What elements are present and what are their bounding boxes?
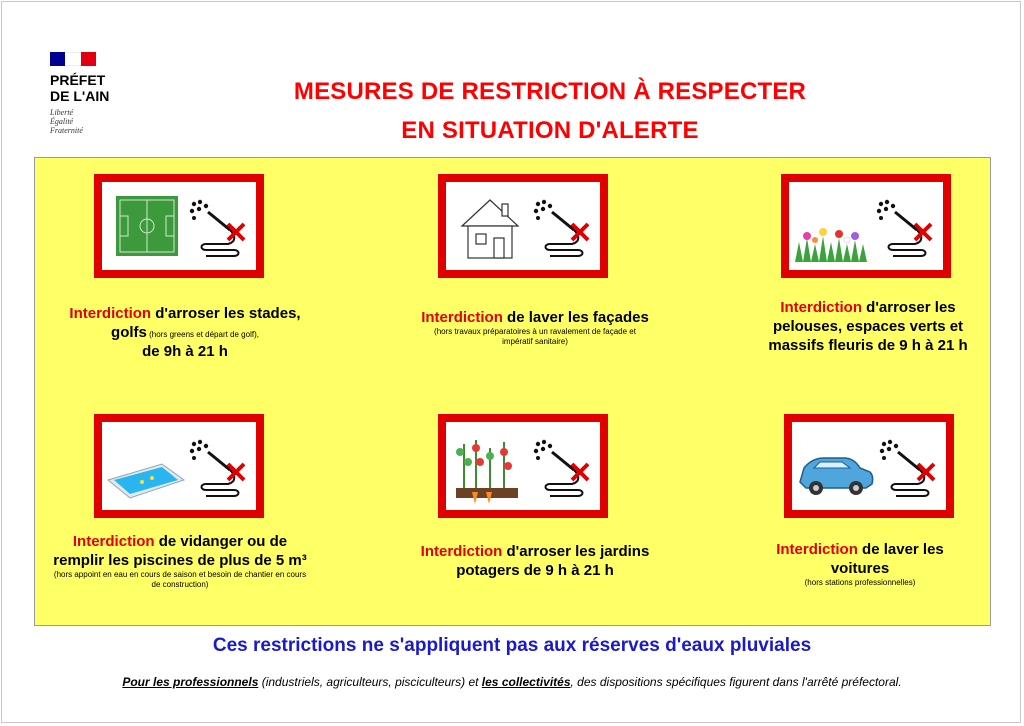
- caption-house: Interdiction de laver les façades (hors travaux préparatoires à un ravalement de façade et impératif sanitaire): [421, 309, 649, 346]
- swimming-pool-icon: [108, 464, 184, 498]
- professionals-notice: Pour les professionnels (industriels, agriculteurs, pisciculteurs) et les collectivités, des dispositions spécifiques figurent dans l'arrêté préfectoral.: [122, 675, 902, 689]
- page-title-line1: MESURES DE RESTRICTION À RESPECTER: [293, 78, 807, 105]
- devise: Liberté Égalité Fraternité: [50, 108, 83, 135]
- caption-vegetables: Interdiction d'arroser les jardins potagers de 9 h à 21 h: [420, 543, 650, 579]
- no-watering-icon: [190, 200, 244, 256]
- football-field-icon: [116, 196, 178, 256]
- card-vegetables: [438, 414, 608, 518]
- caption-stadium: Interdiction d'arroser les stades, golfs (hors greens et départ de golf), de 9h à 21 h: [69, 305, 301, 360]
- prefecture-logo: [50, 52, 130, 147]
- no-watering-icon: [877, 200, 931, 256]
- no-watering-icon: [880, 440, 934, 496]
- caption-pool: Interdiction de vidanger ou de remplir les piscines de plus de 5 m³ (hors appoint en eau en cours de saison et besoin de chantier en cours de construction): [53, 533, 307, 589]
- car-icon: [800, 458, 873, 495]
- vegetable-garden-icon: [456, 440, 518, 504]
- no-watering-icon: [190, 440, 244, 496]
- page-title-line2: EN SITUATION D'ALERTE: [401, 117, 699, 144]
- card-pool: [94, 414, 264, 518]
- caption-lawn: Interdiction d'arroser les pelouses, espaces verts et massifs fleuris de 9 h à 21 h: [768, 299, 968, 354]
- card-lawn: [781, 174, 951, 278]
- house-icon: [462, 200, 518, 258]
- prefet-label: PRÉFET DE L'AIN: [50, 72, 110, 104]
- rainwater-notice: Ces restrictions ne s'appliquent pas aux réserves d'eaux pluviales: [212, 635, 812, 656]
- no-watering-icon: [534, 200, 588, 256]
- caption-car: Interdiction de laver les voitures (hors stations professionnelles): [776, 541, 944, 587]
- flag-icon: [50, 52, 96, 66]
- card-stadium: [94, 174, 264, 278]
- card-car: [784, 414, 954, 518]
- card-house: [438, 174, 608, 278]
- flower-lawn-icon: [795, 228, 867, 262]
- no-watering-icon: [534, 440, 588, 496]
